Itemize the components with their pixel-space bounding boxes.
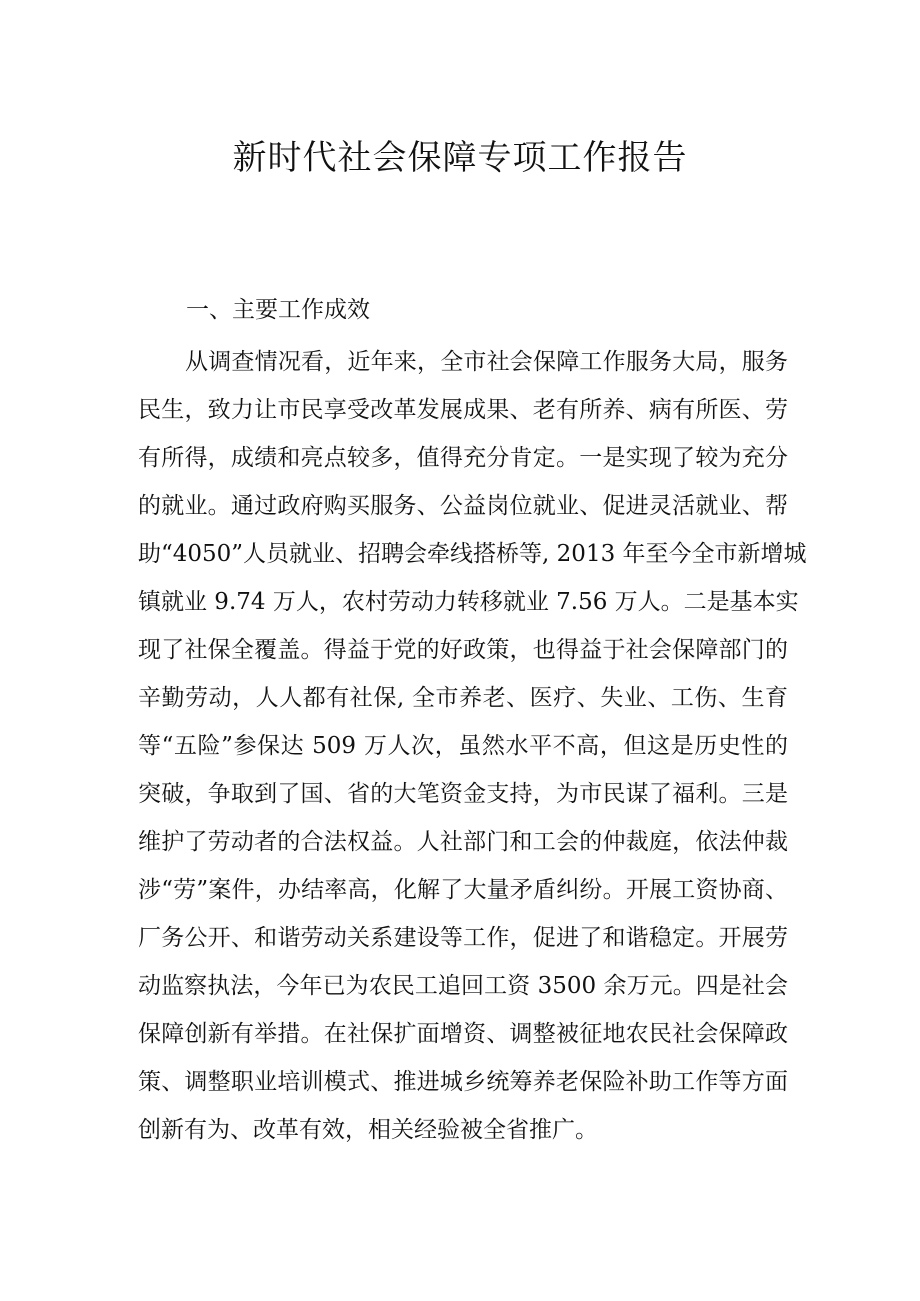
paragraph-line: 策、调整职业培训模式、推进城乡统筹养老保险补助工作等方面 [138,1069,788,1095]
paragraph-line: 民生，致力让市民享受改革发展成果、老有所养、病有所医、劳 [138,397,788,423]
paragraph-line: 等“五险”参保达 509 万人次，虽然水平不高，但这是历史性的 [138,733,788,759]
paragraph-line: 厂务公开、和谐劳动关系建设等工作，促进了和谐稳定。开展劳 [138,925,788,951]
paragraph-line: 涉“劳”案件，办结率高，化解了大量矛盾纠纷。开展工资协商、 [138,877,788,903]
paragraph-line: 创新有为、改革有效，相关经验被全省推广。 [138,1117,598,1143]
paragraph-line: 现了社保全覆盖。得益于党的好政策，也得益于社会保障部门的 [138,637,788,663]
paragraph-line: 从调查情况看，近年来，全市社会保障工作服务大局，服务 [185,349,788,375]
paragraph-line: 的就业。通过政府购买服务、公益岗位就业、促进灵活就业、帮 [138,493,788,519]
paragraph-line: 助“4050”人员就业、招聘会牵线搭桥等, 2013 年至今全市新增城 [138,541,807,567]
paragraph-line: 辛勤劳动，人人都有社保, 全市养老、医疗、失业、工伤、生育 [138,685,788,711]
paragraph-body [138,338,807,1154]
section-heading: 一、主要工作成效 [186,297,370,323]
paragraph-line: 有所得，成绩和亮点较多，值得充分肯定。一是实现了较为充分 [138,445,788,471]
document-title: 新时代社会保障专项工作报告 [232,138,688,178]
paragraph-line: 维护了劳动者的合法权益。人社部门和工会的仲裁庭，依法仲裁 [138,829,788,855]
paragraph-line: 保障创新有举措。在社保扩面增资、调整被征地农民社会保障政 [138,1021,788,1047]
paragraph-line: 突破，争取到了国、省的大笔资金支持，为市民谋了福利。三是 [138,781,788,807]
paragraph-line: 镇就业 9.74 万人，农村劳动力转移就业 7.56 万人。二是基本实 [138,589,799,615]
paragraph-line: 动监察执法，今年已为农民工追回工资 3500 余万元。四是社会 [138,973,788,999]
